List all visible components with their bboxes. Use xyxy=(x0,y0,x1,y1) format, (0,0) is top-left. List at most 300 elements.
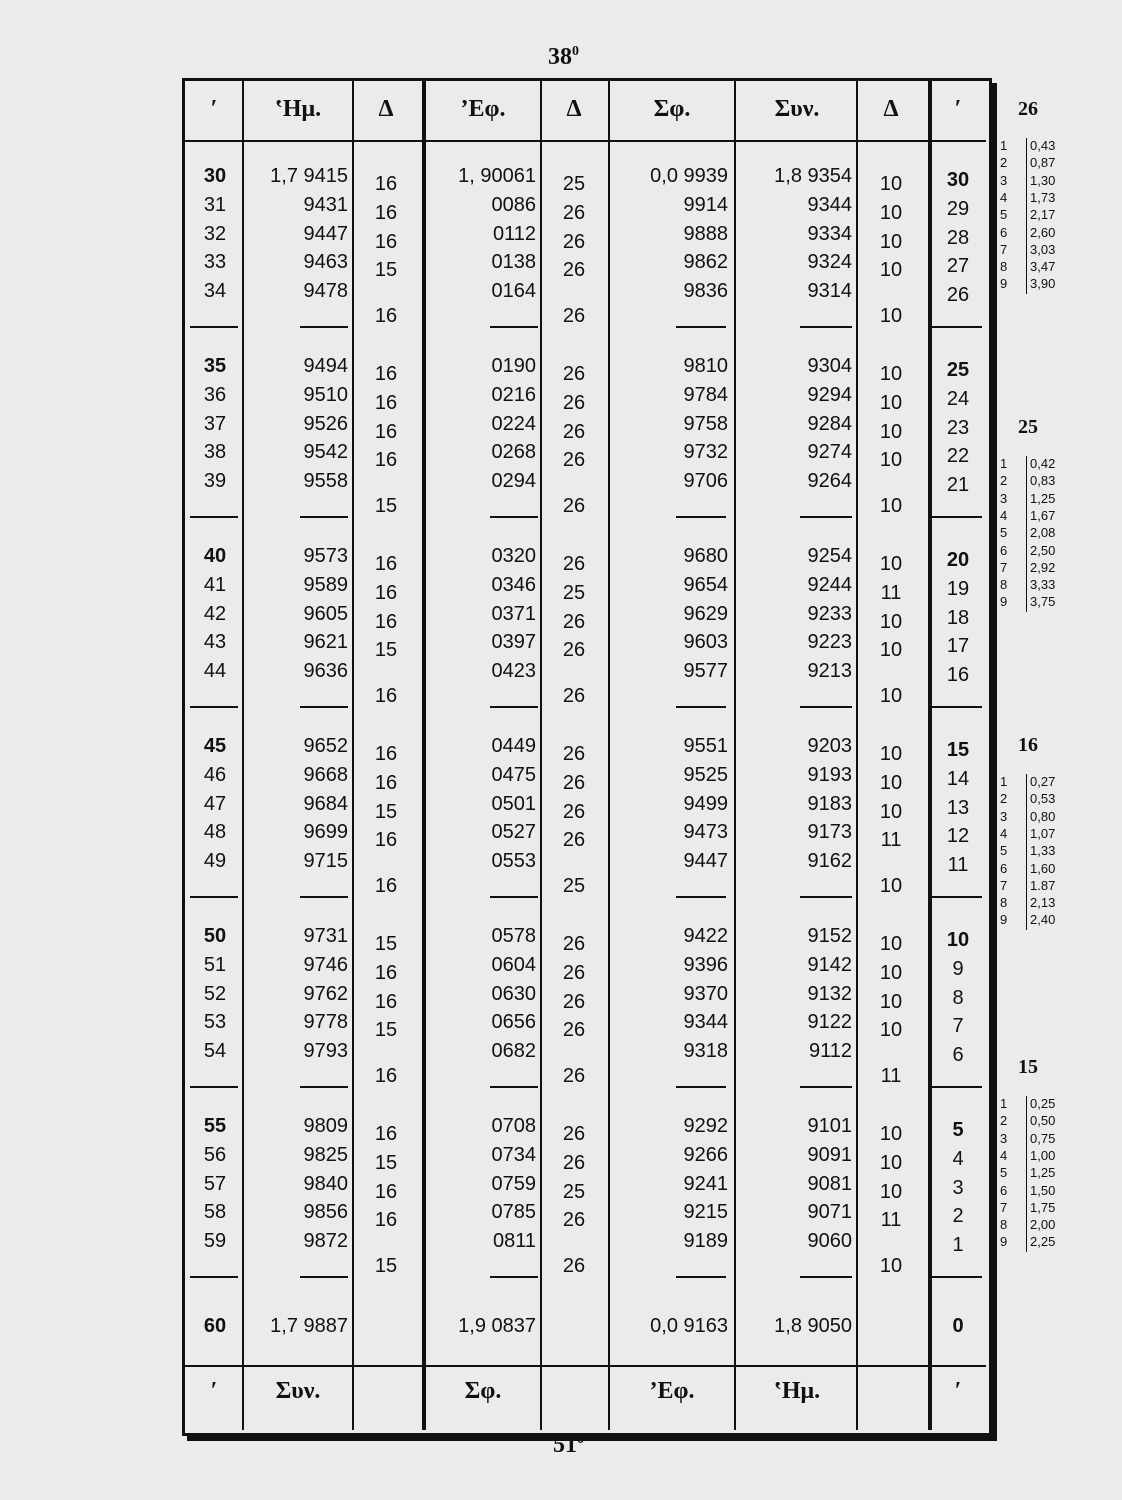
cot-value: 9888 xyxy=(683,222,728,245)
tan-value: 0294 xyxy=(491,470,536,493)
delta-cos: 10 xyxy=(879,1123,903,1145)
footer-tan: ’Εφ. xyxy=(649,1378,695,1404)
group-rule xyxy=(932,516,982,518)
minute-left: 59 xyxy=(203,1230,227,1253)
delta-sin: 16 xyxy=(374,743,398,765)
header-rule xyxy=(185,140,986,142)
minute-right: 19 xyxy=(946,577,970,600)
delta-tan: 26 xyxy=(562,933,586,955)
minute-right: 11 xyxy=(947,854,969,877)
minute-right: 5 xyxy=(952,1119,964,1141)
tan-value: 0449 xyxy=(491,735,536,757)
group-rule xyxy=(190,1276,238,1278)
sin-value: 9636 xyxy=(303,660,348,683)
minute-right: 3 xyxy=(952,1176,964,1199)
delta-tan: 26 xyxy=(562,1151,586,1174)
cot-value: 0,0 9939 xyxy=(650,165,728,187)
header-tan: ’Εφ. xyxy=(460,96,506,122)
group-rule xyxy=(932,1086,982,1088)
tan-value: 0708 xyxy=(491,1115,536,1137)
pp-value: 3,90 xyxy=(1030,276,1056,292)
minute-left: 47 xyxy=(203,792,227,815)
group-rule xyxy=(676,326,726,328)
pp-value: 1,50 xyxy=(1030,1182,1056,1198)
delta-sin: 16 xyxy=(374,875,398,898)
group-rule xyxy=(490,1086,538,1088)
cot-value: 9810 xyxy=(683,355,728,377)
tan-value: 0164 xyxy=(491,280,536,303)
minute-right: 8 xyxy=(952,986,964,1009)
cot-value: 9189 xyxy=(683,1230,728,1253)
tan-value: 0734 xyxy=(491,1143,536,1166)
tan-value: 0759 xyxy=(491,1172,536,1195)
delta-sin: 16 xyxy=(374,829,398,852)
pp-value: 0,53 xyxy=(1030,791,1056,807)
delta-cos: 10 xyxy=(879,201,903,224)
delta-cos: 10 xyxy=(879,875,903,898)
bottom-angle: $51^0$ xyxy=(553,1432,584,1458)
minute-left: 35 xyxy=(203,355,227,377)
pp-value: 0,25 xyxy=(1030,1096,1056,1111)
minute-right: 23 xyxy=(946,416,970,439)
minute-right: 29 xyxy=(946,197,970,220)
delta-tan: 26 xyxy=(562,829,586,852)
cos-value: 1,8 9050 xyxy=(774,1315,852,1337)
minute-left: 42 xyxy=(203,602,227,625)
pp-value: 1,25 xyxy=(1030,1165,1056,1181)
cos-value: 9193 xyxy=(807,763,852,786)
tan-value: 0553 xyxy=(491,850,536,873)
group-rule xyxy=(490,326,538,328)
cos-value: 9162 xyxy=(807,850,852,873)
pp-value: 2,13 xyxy=(1030,895,1056,911)
group-rule xyxy=(932,896,982,898)
cos-value: 9294 xyxy=(807,383,852,406)
pp-digit: 5 xyxy=(1000,843,1008,859)
minute-left: 48 xyxy=(203,821,227,844)
delta-tan: 26 xyxy=(562,259,586,282)
delta-tan: 26 xyxy=(562,639,586,662)
tan-value: 0112 xyxy=(492,222,536,245)
pp-digit: 8 xyxy=(1000,259,1008,275)
minute-right: 25 xyxy=(946,359,970,381)
minute-left: 39 xyxy=(203,470,227,493)
cos-value: 9284 xyxy=(807,412,852,435)
pp-value: 3,47 xyxy=(1030,259,1056,275)
footer-minutes-left: ′ xyxy=(210,1378,218,1404)
group-rule xyxy=(676,1086,726,1088)
pp-value: 0,87 xyxy=(1030,155,1056,171)
cot-value: 9706 xyxy=(683,470,728,493)
cos-value: 9132 xyxy=(807,982,852,1005)
column-rule xyxy=(422,81,426,1430)
minute-right: 17 xyxy=(946,635,970,658)
tan-value: 0682 xyxy=(491,1040,536,1063)
sin-value: 9872 xyxy=(303,1230,348,1253)
pp-digit: 6 xyxy=(1000,1182,1008,1198)
header-cot: Σφ. xyxy=(653,96,691,122)
pp-value: 2,92 xyxy=(1030,559,1056,575)
delta-tan: 26 xyxy=(562,1123,586,1145)
pp-digit: 1 xyxy=(1000,1096,1008,1111)
cot-value: 9551 xyxy=(683,735,728,757)
cos-value: 9274 xyxy=(807,441,852,464)
group-rule xyxy=(300,1086,348,1088)
pp-rule xyxy=(1026,774,1027,930)
delta-sin: 16 xyxy=(374,305,398,328)
cos-value: 9213 xyxy=(807,660,852,683)
delta-cos: 10 xyxy=(879,420,903,443)
group-rule xyxy=(300,516,348,518)
delta-cos: 10 xyxy=(879,1151,903,1174)
pp-value: 2,08 xyxy=(1030,525,1056,541)
pp-digit: 3 xyxy=(1000,490,1008,506)
delta-sin: 15 xyxy=(374,259,398,282)
group-rule xyxy=(676,896,726,898)
delta-sin: 16 xyxy=(374,420,398,443)
tan-value: 0785 xyxy=(491,1201,536,1224)
minute-right: 1 xyxy=(952,1234,964,1257)
delta-cos: 10 xyxy=(879,800,903,823)
pp-digit: 9 xyxy=(1000,1234,1008,1250)
pp-digit: 4 xyxy=(1000,507,1008,523)
minute-right: 16 xyxy=(946,664,970,687)
pp-value: 1,67 xyxy=(1030,507,1056,523)
pp-digit: 6 xyxy=(1000,542,1008,558)
sin-value: 9652 xyxy=(303,735,348,757)
delta-tan: 26 xyxy=(562,305,586,328)
pp-value: 1,25 xyxy=(1030,490,1056,506)
tan-value: 0630 xyxy=(491,982,536,1005)
pp-value: 0,80 xyxy=(1030,808,1056,824)
minute-left: 36 xyxy=(203,383,227,406)
minute-right: 21 xyxy=(946,474,970,497)
pp-digit: 5 xyxy=(1000,1165,1008,1181)
delta-cos: 10 xyxy=(879,639,903,662)
pp-title: 25 xyxy=(1018,416,1038,438)
cot-value: 9836 xyxy=(683,280,728,303)
pp-value: 1,33 xyxy=(1030,843,1056,859)
delta-tan: 26 xyxy=(562,230,586,253)
delta-sin: 16 xyxy=(374,1065,398,1088)
tan-value: 0811 xyxy=(492,1230,536,1253)
sin-value: 9447 xyxy=(303,222,348,245)
cot-value: 9499 xyxy=(683,792,728,815)
delta-sin: 15 xyxy=(374,933,398,955)
minute-left: 44 xyxy=(203,660,227,683)
cot-value: 9422 xyxy=(683,925,728,947)
pp-digit: 3 xyxy=(1000,1130,1008,1146)
sin-value: 9793 xyxy=(303,1040,348,1063)
delta-cos: 11 xyxy=(880,1209,902,1232)
delta-cos: 10 xyxy=(879,173,903,195)
cos-value: 9173 xyxy=(807,821,852,844)
group-rule xyxy=(932,706,982,708)
footer-rule xyxy=(185,1365,986,1367)
cot-value: 9318 xyxy=(683,1040,728,1063)
pp-title: 16 xyxy=(1018,734,1038,756)
sin-value: 9762 xyxy=(303,982,348,1005)
header-delta-1: Δ xyxy=(378,96,394,122)
pp-digit: 7 xyxy=(1000,241,1008,257)
minute-left: 43 xyxy=(203,631,227,654)
minute-left: 53 xyxy=(203,1011,227,1034)
pp-digit: 3 xyxy=(1000,808,1008,824)
cos-value: 1,8 9354 xyxy=(774,165,852,187)
delta-cos: 10 xyxy=(879,259,903,282)
minute-left: 31 xyxy=(203,193,227,216)
pp-rule xyxy=(1026,1096,1027,1252)
cos-value: 9142 xyxy=(807,953,852,976)
group-rule xyxy=(490,1276,538,1278)
tan-value: 0268 xyxy=(491,441,536,464)
minute-left: 49 xyxy=(203,850,227,873)
minute-right: 0 xyxy=(952,1315,964,1337)
group-rule xyxy=(490,516,538,518)
group-rule xyxy=(800,1276,852,1278)
pp-value: 1,75 xyxy=(1030,1199,1056,1215)
tan-value: 0216 xyxy=(491,383,536,406)
delta-sin: 16 xyxy=(374,581,398,604)
minute-right: 12 xyxy=(946,825,970,848)
pp-digit: 6 xyxy=(1000,224,1008,240)
minute-left: 52 xyxy=(203,982,227,1005)
cot-value: 9525 xyxy=(683,763,728,786)
delta-sin: 15 xyxy=(374,1019,398,1042)
sin-value: 9478 xyxy=(303,280,348,303)
delta-tan: 26 xyxy=(562,363,586,385)
column-rule xyxy=(734,81,736,1430)
delta-tan: 26 xyxy=(562,420,586,443)
minute-right: 14 xyxy=(946,767,970,790)
tan-value: 1, 90061 xyxy=(458,165,536,187)
pp-value: 1,00 xyxy=(1030,1147,1056,1163)
tan-value: 0527 xyxy=(491,821,536,844)
delta-sin: 16 xyxy=(374,961,398,984)
minute-right: 15 xyxy=(946,739,970,761)
footer-cot: Σφ. xyxy=(464,1378,502,1404)
pp-digit: 5 xyxy=(1000,525,1008,541)
sin-value: 9589 xyxy=(303,573,348,596)
cot-value: 9603 xyxy=(683,631,728,654)
delta-cos: 11 xyxy=(880,1065,902,1088)
column-rule xyxy=(856,81,858,1430)
delta-sin: 16 xyxy=(374,449,398,472)
pp-title: 15 xyxy=(1018,1056,1038,1078)
pp-value: 1,60 xyxy=(1030,860,1056,876)
tan-value: 0501 xyxy=(491,792,536,815)
cot-value: 9396 xyxy=(683,953,728,976)
delta-cos: 10 xyxy=(879,230,903,253)
minute-left: 34 xyxy=(203,280,227,303)
minute-right: 7 xyxy=(952,1015,964,1038)
delta-sin: 16 xyxy=(374,1123,398,1145)
minute-left: 38 xyxy=(203,441,227,464)
delta-sin: 16 xyxy=(374,610,398,633)
cot-value: 9784 xyxy=(683,383,728,406)
column-rule xyxy=(242,81,244,1430)
delta-tan: 26 xyxy=(562,610,586,633)
minute-left: 40 xyxy=(203,545,227,567)
header-cos: Συν. xyxy=(774,96,820,122)
cos-value: 9203 xyxy=(807,735,852,757)
minute-left: 45 xyxy=(203,735,227,757)
delta-cos: 10 xyxy=(879,961,903,984)
minute-left: 55 xyxy=(203,1115,227,1137)
delta-tan: 26 xyxy=(562,553,586,575)
pp-value: 2,25 xyxy=(1030,1234,1056,1250)
minute-left: 51 xyxy=(203,953,227,976)
pp-digit: 4 xyxy=(1000,189,1008,205)
cos-value: 9071 xyxy=(807,1201,852,1224)
footer-sin: ʽΗμ. xyxy=(773,1378,821,1404)
minute-left: 60 xyxy=(203,1315,227,1337)
pp-digit: 8 xyxy=(1000,577,1008,593)
pp-value: 2,50 xyxy=(1030,542,1056,558)
sin-value: 9746 xyxy=(303,953,348,976)
pp-digit: 4 xyxy=(1000,1147,1008,1163)
delta-cos: 11 xyxy=(880,581,902,604)
tan-value: 0190 xyxy=(491,355,536,377)
delta-cos: 10 xyxy=(879,495,903,518)
delta-sin: 15 xyxy=(374,1255,398,1278)
minute-left: 56 xyxy=(203,1143,227,1166)
group-rule xyxy=(800,706,852,708)
pp-value: 2,00 xyxy=(1030,1217,1056,1233)
delta-sin: 16 xyxy=(374,553,398,575)
tan-value: 0475 xyxy=(491,763,536,786)
pp-digit: 7 xyxy=(1000,1199,1008,1215)
delta-sin: 16 xyxy=(374,201,398,224)
pp-digit: 3 xyxy=(1000,172,1008,188)
sin-value: 9731 xyxy=(303,925,348,947)
pp-digit: 7 xyxy=(1000,877,1008,893)
sin-value: 1,7 9887 xyxy=(270,1315,348,1337)
minute-right: 9 xyxy=(952,957,964,980)
header-minutes-left: ′ xyxy=(210,96,218,122)
cos-value: 9314 xyxy=(807,280,852,303)
group-rule xyxy=(676,706,726,708)
group-rule xyxy=(490,896,538,898)
delta-tan: 26 xyxy=(562,495,586,518)
group-rule xyxy=(190,896,238,898)
cos-value: 9304 xyxy=(807,355,852,377)
tan-value: 0346 xyxy=(491,573,536,596)
cos-value: 9324 xyxy=(807,251,852,274)
minute-left: 30 xyxy=(203,165,227,187)
pp-value: 2,17 xyxy=(1030,207,1056,223)
minute-right: 27 xyxy=(946,255,970,278)
tan-value: 0578 xyxy=(491,925,536,947)
sin-value: 9605 xyxy=(303,602,348,625)
delta-tan: 26 xyxy=(562,1019,586,1042)
minute-right: 4 xyxy=(952,1147,964,1170)
delta-tan: 26 xyxy=(562,449,586,472)
group-rule xyxy=(190,326,238,328)
sin-value: 9510 xyxy=(303,383,348,406)
tan-value: 0320 xyxy=(491,545,536,567)
sin-value: 9558 xyxy=(303,470,348,493)
cot-value: 9629 xyxy=(683,602,728,625)
pp-digit: 2 xyxy=(1000,155,1008,171)
cos-value: 9152 xyxy=(807,925,852,947)
tan-value: 1,9 0837 xyxy=(458,1315,536,1337)
group-rule xyxy=(300,1276,348,1278)
delta-tan: 26 xyxy=(562,961,586,984)
cos-value: 9334 xyxy=(807,222,852,245)
cos-value: 9233 xyxy=(807,602,852,625)
cot-value: 9266 xyxy=(683,1143,728,1166)
pp-value: 0,43 xyxy=(1030,138,1056,153)
sin-value: 9809 xyxy=(303,1115,348,1137)
header-delta-3: Δ xyxy=(883,96,899,122)
tan-value: 0656 xyxy=(491,1011,536,1034)
cot-value: 9473 xyxy=(683,821,728,844)
tan-value: 0224 xyxy=(491,412,536,435)
cot-value: 9862 xyxy=(683,251,728,274)
pp-value: 2,40 xyxy=(1030,912,1056,928)
delta-tan: 25 xyxy=(562,581,586,604)
delta-tan: 26 xyxy=(562,1065,586,1088)
cot-value: 9577 xyxy=(683,660,728,683)
pp-digit: 2 xyxy=(1000,473,1008,489)
pp-digit: 5 xyxy=(1000,207,1008,223)
minute-left: 58 xyxy=(203,1201,227,1224)
minute-right: 28 xyxy=(946,226,970,249)
minute-left: 41 xyxy=(203,573,227,596)
cot-value: 9447 xyxy=(683,850,728,873)
delta-cos: 10 xyxy=(879,685,903,708)
sin-value: 9825 xyxy=(303,1143,348,1166)
sin-value: 9684 xyxy=(303,792,348,815)
minute-right: 10 xyxy=(946,929,970,951)
pp-digit: 9 xyxy=(1000,912,1008,928)
cot-value: 9370 xyxy=(683,982,728,1005)
sin-value: 9840 xyxy=(303,1172,348,1195)
footer-cos: Συν. xyxy=(275,1378,321,1404)
delta-tan: 25 xyxy=(562,173,586,195)
pp-digit: 8 xyxy=(1000,1217,1008,1233)
pp-digit: 1 xyxy=(1000,138,1008,153)
pp-value: 3,75 xyxy=(1030,594,1056,610)
group-rule xyxy=(800,516,852,518)
cos-value: 9101 xyxy=(807,1115,852,1137)
delta-sin: 16 xyxy=(374,173,398,195)
minute-right: 20 xyxy=(946,549,970,571)
column-rule xyxy=(352,81,354,1430)
sin-value: 9573 xyxy=(303,545,348,567)
delta-cos: 10 xyxy=(879,743,903,765)
sin-value: 9542 xyxy=(303,441,348,464)
pp-digit: 1 xyxy=(1000,456,1008,471)
delta-sin: 15 xyxy=(374,495,398,518)
sin-value: 9778 xyxy=(303,1011,348,1034)
delta-cos: 10 xyxy=(879,1255,903,1278)
sin-value: 9668 xyxy=(303,763,348,786)
pp-digit: 4 xyxy=(1000,825,1008,841)
cos-value: 9183 xyxy=(807,792,852,815)
pp-value: 1,73 xyxy=(1030,189,1056,205)
delta-tan: 26 xyxy=(562,771,586,794)
minute-left: 37 xyxy=(203,412,227,435)
pp-value: 0,83 xyxy=(1030,473,1056,489)
cot-value: 0,0 9163 xyxy=(650,1315,728,1337)
minute-right: 22 xyxy=(946,445,970,468)
group-rule xyxy=(190,516,238,518)
pp-value: 2,60 xyxy=(1030,224,1056,240)
group-rule xyxy=(300,706,348,708)
group-rule xyxy=(676,1276,726,1278)
